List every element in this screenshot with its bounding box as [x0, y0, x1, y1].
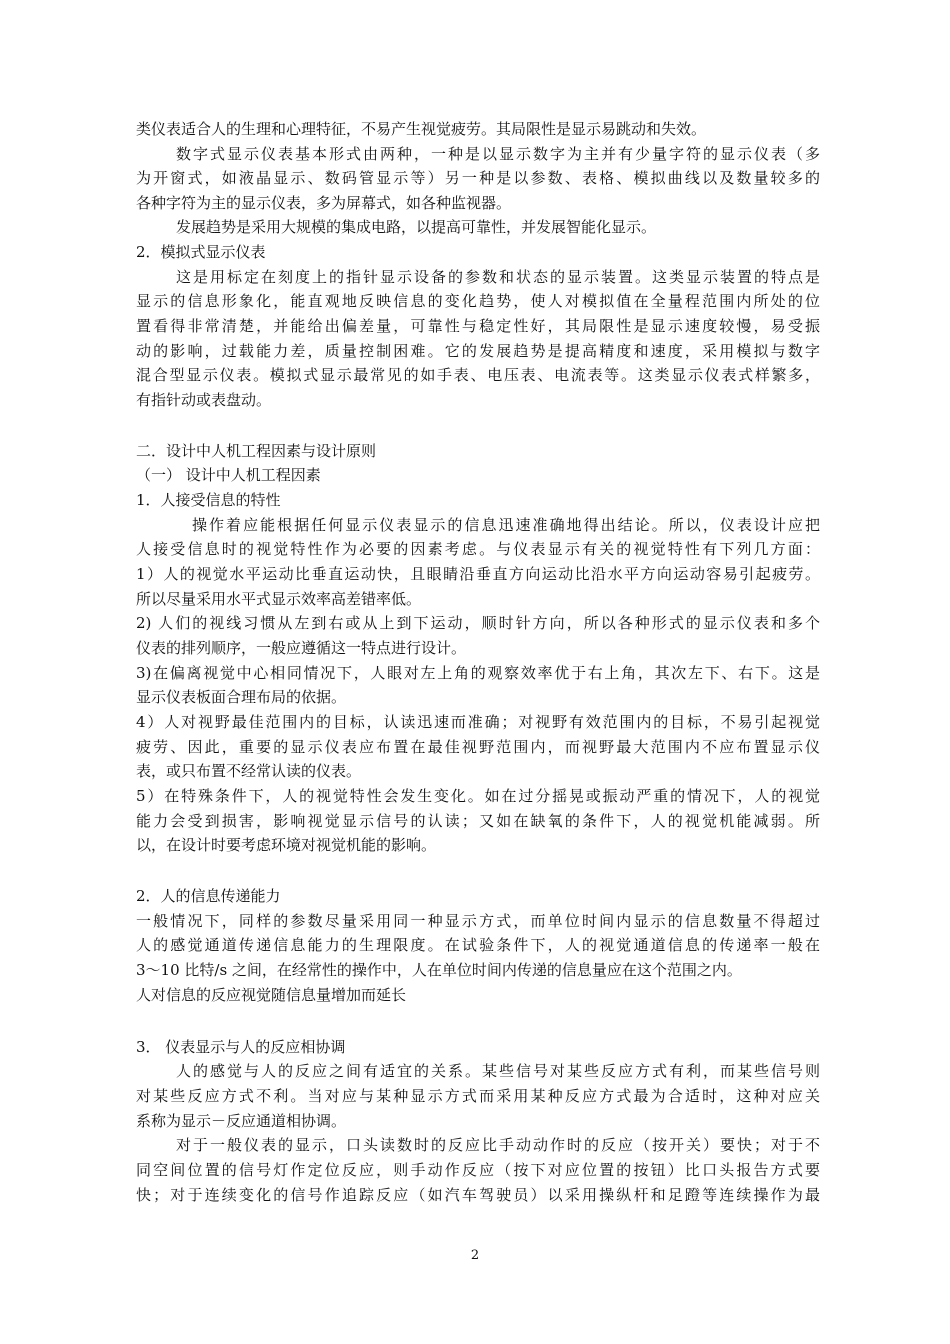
text-line: 以，在设计时要考虑环境对视觉机能的影响。: [136, 836, 437, 854]
text-line: 置看得非常清楚，并能给出偏差量，可靠性与稳定性好，其局限性是显示速度较慢，易受振: [136, 317, 820, 335]
text-line: 操作着应能根据任何显示仪表显示的信息迅速准确地得出结论。所以，仪表设计应把: [192, 516, 820, 534]
text-line: 同空间位置的信号灯作定位反应，则手动作反应（按下对应位置的按钮）比口头报告方式要: [136, 1161, 820, 1179]
text-line: 各种字符为主的显示仪表，多为屏幕式，如各种监视器。: [136, 194, 512, 212]
text-line: 为开窗式，如液晶显示、数码管显示等）另一种是以参数、表格、模拟曲线以及数量较多的: [136, 169, 820, 187]
text-line: 显示的信息形象化，能直观地反映信息的变化趋势，使人对模拟值在全量程范围内所处的位: [136, 292, 820, 310]
text-line: 3～10 比特/s 之间，在经常性的操作中，人在单位时间内传递的信息量应在这个范围之内。: [136, 961, 742, 979]
subsection-heading: （一） 设计中人机工程因素: [136, 466, 321, 484]
text-line: 混合型显示仪表。模拟式显示最常见的如手表、电压表、电流表等。这类显示仪表式样繁多，: [136, 366, 820, 384]
section-heading: 3． 仪表显示与人的反应相协调: [136, 1038, 346, 1056]
text-line: 仪表的排列顺序，一般应遵循这一特点进行设计。: [136, 639, 467, 657]
text-line: 2) 人们的视线习惯从左到右或从上到下运动，顺时针方向，所以各种形式的显示仪表和多个: [136, 614, 820, 632]
text-line: 疲劳、因此，重要的显示仪表应布置在最佳视野范围内，而视野最大范围内不应布置显示仪: [136, 738, 820, 756]
text-line: 数字式显示仪表基本形式由两种，一种是以显示数字为主并有少量字符的显示仪表（多: [176, 145, 820, 163]
text-line: 显示仪表板面合理布局的依据。: [136, 688, 347, 706]
section-heading: 2．人的信息传递能力: [136, 887, 281, 905]
text-line: 5）在特殊条件下，人的视觉特性会发生变化。如在过分摇晃或振动严重的情况下，人的视觉: [136, 787, 820, 805]
text-line: 发展趋势是采用大规模的集成电路，以提高可靠性，并发展智能化显示。: [176, 218, 657, 236]
section-heading: 2．模拟式显示仪表: [136, 243, 266, 261]
text-line: 表，或只布置不经常认读的仪表。: [136, 762, 362, 780]
text-line: 能力会受到损害，影响视觉显示信号的认读；又如在缺氧的条件下，人的视觉机能减弱。所: [136, 812, 820, 830]
section-heading: 1．人接受信息的特性: [136, 491, 281, 509]
text-line: 1）人的视觉水平运动比垂直运动快，且眼睛沿垂直方向运动比沿水平方向运动容易引起疲劳。: [136, 565, 820, 583]
text-line: 这是用标定在刻度上的指针显示设备的参数和状态的显示装置。这类显示装置的特点是: [176, 268, 820, 286]
page-number: 2: [470, 1248, 480, 1263]
text-line: 动的影响，过载能力差，质量控制困难。它的发展趋势是提高精度和速度，采用模拟与数字: [136, 342, 820, 360]
text-line: 对某些反应方式不利。当对应与某种显示方式而采用某种反应方式最为合适时，这种对应关: [136, 1087, 820, 1105]
text-line: 3)在偏离视觉中心相同情况下，人眼对左上角的观察效率优于右上角，其次左下、右下。这是: [136, 664, 820, 682]
text-line: 系称为显示－反应通道相协调。: [136, 1112, 347, 1130]
text-line: 所以尽量采用水平式显示效率高差错率低。: [136, 590, 422, 608]
text-line: 有指针动或表盘动。: [136, 391, 272, 409]
text-line: 类仪表适合人的生理和心理特征，不易产生视觉疲劳。其局限性是显示易跳动和失效。: [136, 120, 707, 138]
text-line: 人接受信息时的视觉特性作为必要的因素考虑。与仪表显示有关的视觉特性有下列几方面：: [136, 540, 820, 558]
section-heading: 二．设计中人机工程因素与设计原则: [136, 442, 377, 460]
text-line: 对于一般仪表的显示，口头读数时的反应比手动动作时的反应（按开关）要快；对于不: [176, 1136, 820, 1154]
text-line: 人的感觉与人的反应之间有适宜的关系。某些信号对某些反应方式有利，而某些信号则: [176, 1062, 820, 1080]
text-line: 快；对于连续变化的信号作追踪反应（如汽车驾驶员）以采用操纵杆和足蹬等连续操作为最: [136, 1186, 820, 1204]
text-line: 人对信息的反应视觉随信息量增加而延长: [136, 986, 407, 1004]
text-line: 人的感觉通道传递信息能力的生理限度。在试验条件下，人的视觉通道信息的传递率一般在: [136, 936, 820, 954]
text-line: 一般情况下，同样的参数尽量采用同一种显示方式，而单位时间内显示的信息数量不得超过: [136, 912, 820, 930]
text-line: 4）人对视野最佳范围内的目标，认读迅速而准确；对视野有效范围内的目标，不易引起视觉: [136, 713, 820, 731]
